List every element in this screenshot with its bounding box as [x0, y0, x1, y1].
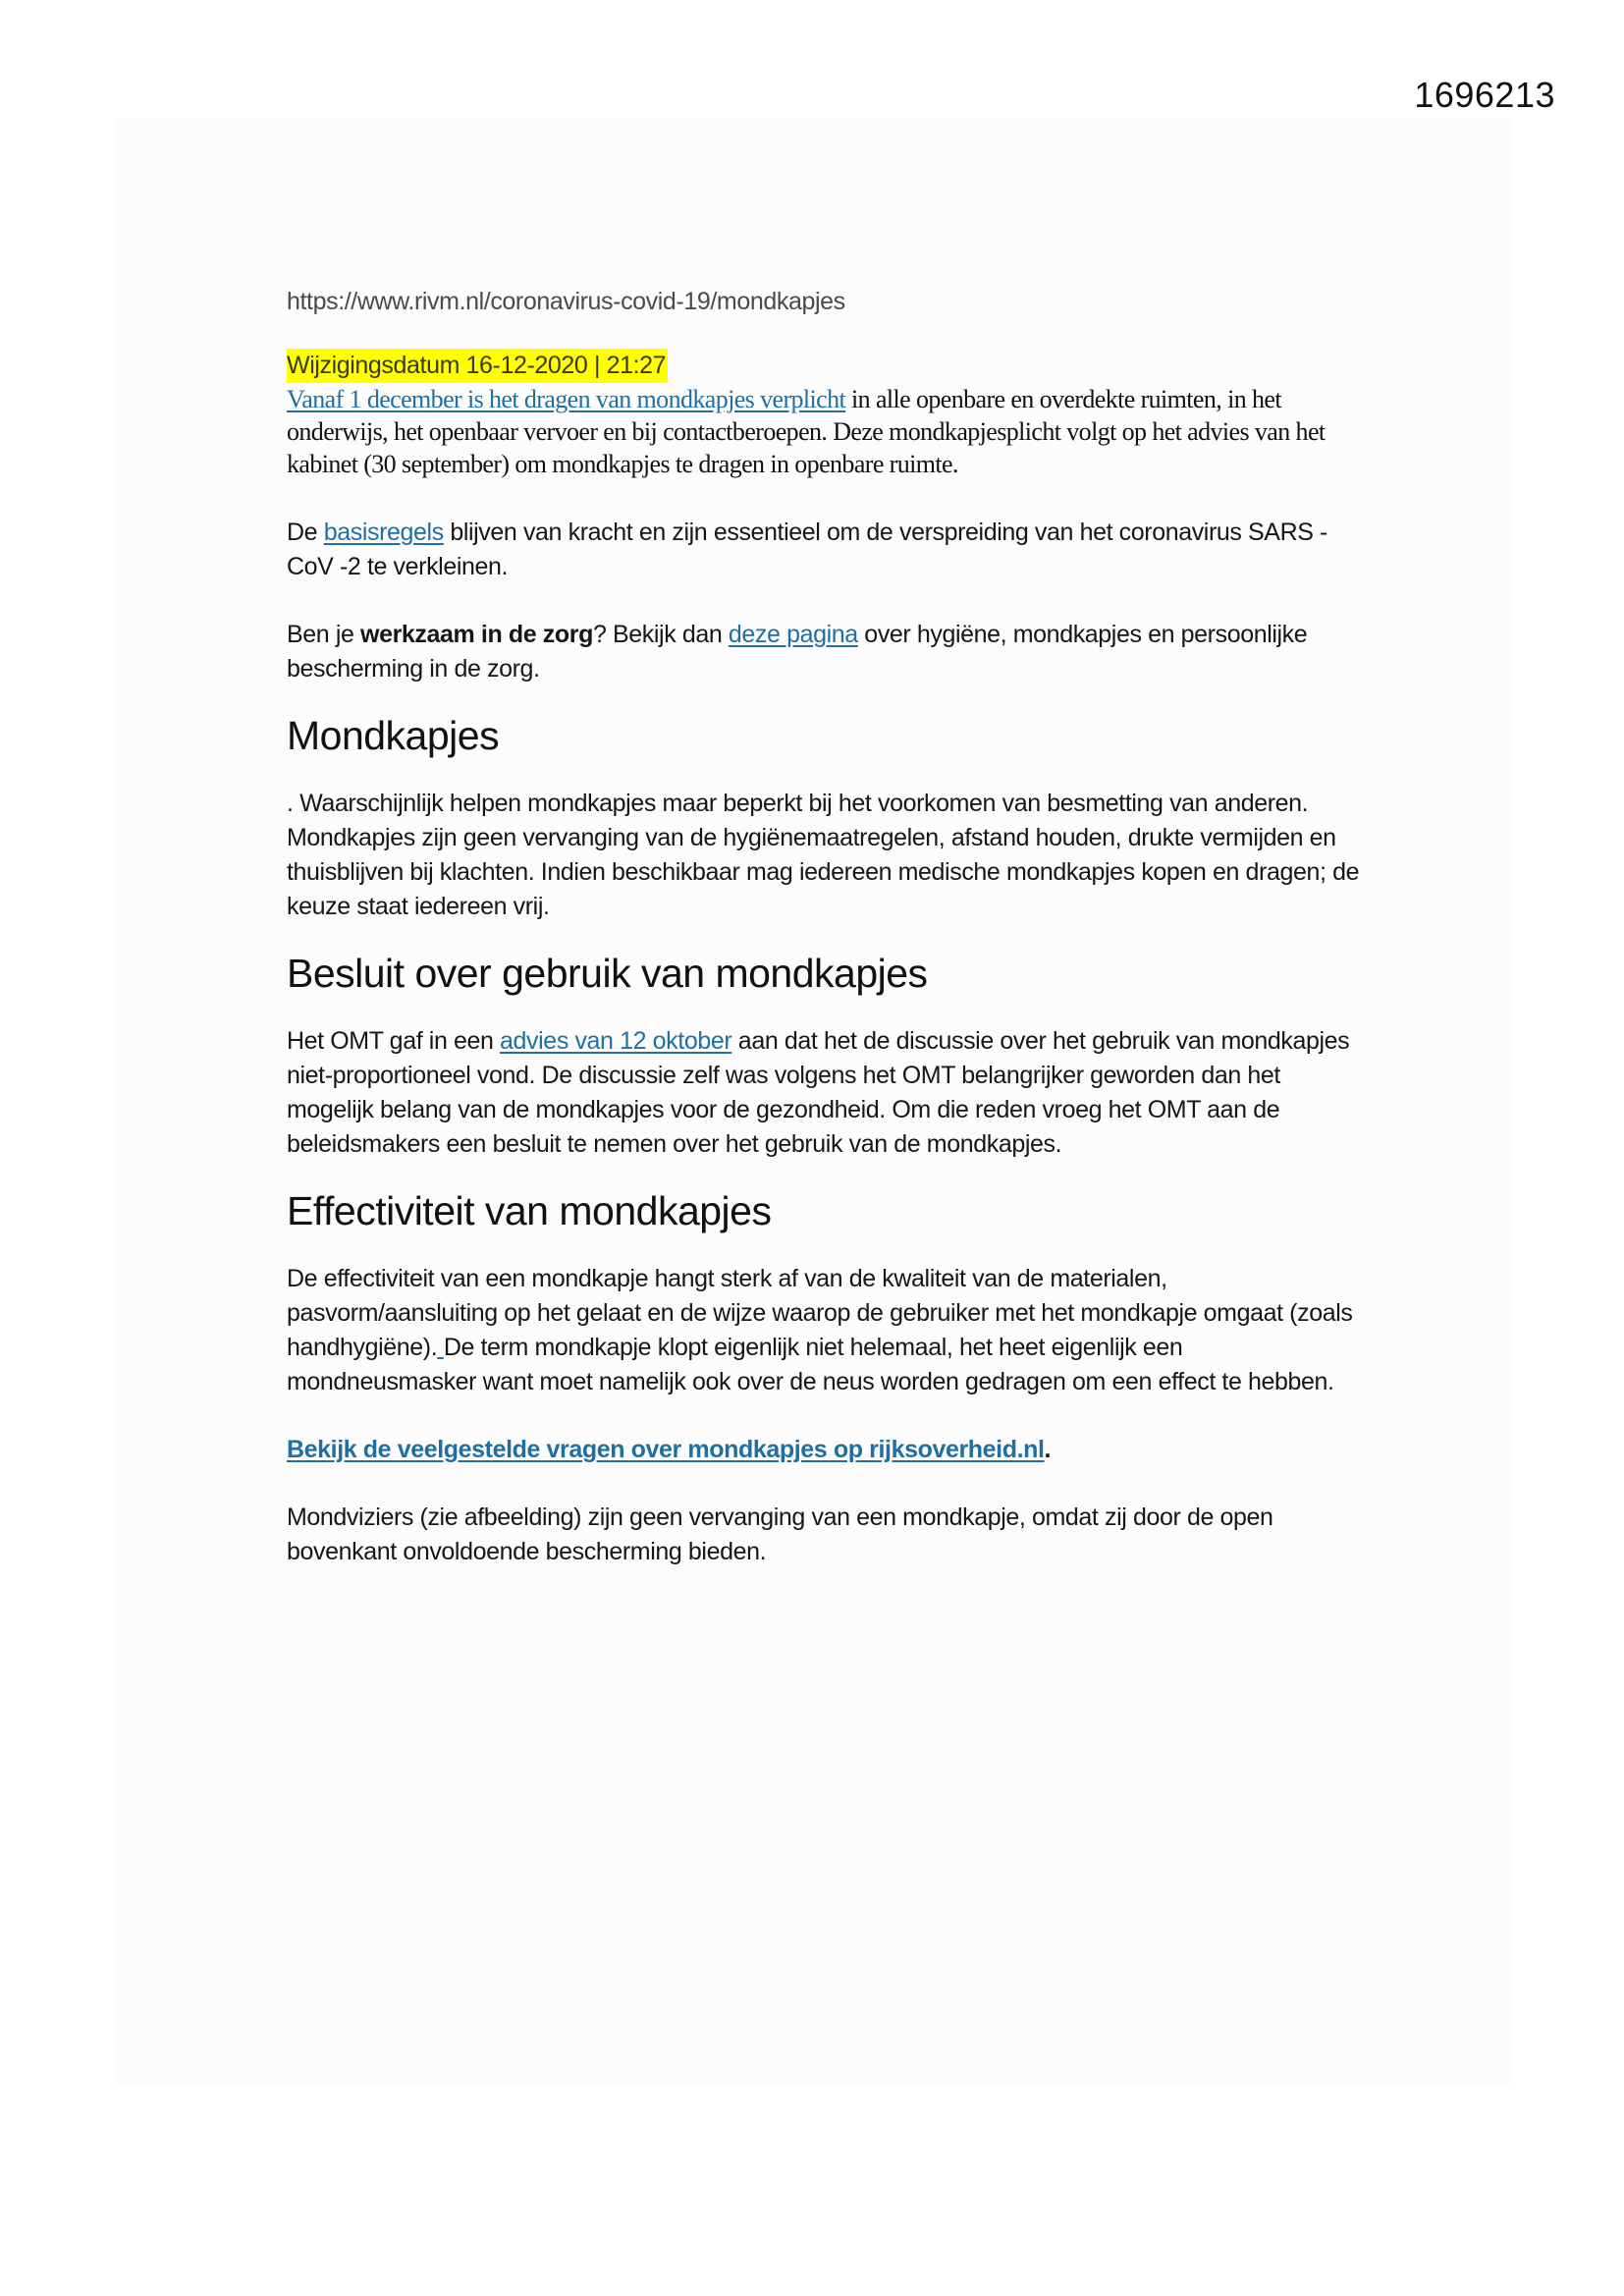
heading-effectiviteit: Effectiviteit van mondkapjes [287, 1188, 772, 1233]
zorg-middle: ? Bekijk dan [592, 621, 729, 648]
mondviziers-paragraph: Mondviziers (zie afbeelding) zijn geen vervanging van een mondkapje, omdat zij door de open bovenkant onvoldoende bescherming bieden. [287, 1503, 1273, 1565]
source-url: https://www.rivm.nl/coronavirus-covid-19/mondkapjes [287, 288, 845, 315]
advies-12-oktober-link[interactable]: advies van 12 oktober [500, 1027, 732, 1055]
basisregels-suffix: blijven van kracht en zijn essentieel om de verspreiding van het coronavirus SARS -CoV -2 te verkleinen. [287, 519, 1327, 580]
zorg-prefix: Ben je [287, 621, 361, 648]
zorg-bold: werkzaam in de zorg [360, 621, 593, 648]
besluit-paragraph [287, 1024, 1367, 1162]
faq-suffix: . [1044, 1436, 1052, 1463]
intro-paragraph [287, 383, 1367, 480]
effectiviteit-part2: De term mondkapje klopt eigenlijk niet helemaal, het heet eigenlijk een mondneusmasker want moet namelijk ook over de neus worden gedragen om een effect te hebben. [287, 1334, 1334, 1395]
heading-besluit: Besluit over gebruik van mondkapjes [287, 951, 928, 996]
besluit-suffix: aan dat het de discussie over het gebruik van mondkapjes niet-proportioneel vond. De discussie zelf was volgens het OMT belangrijker geworden dan het mogelijk belang van de mondkapjes voor de gezondheid. Om die reden vroeg het OMT aan de beleidsmakers een besluit te nemen over het gebruik van de mondkapjes. [287, 1027, 1350, 1158]
zorg-suffix: over hygiëne, mondkapjes en persoonlijke bescherming in de zorg. [287, 621, 1308, 683]
basisregels-link[interactable]: basisregels [323, 519, 444, 546]
faq-rijksoverheid-link[interactable]: Bekijk de veelgestelde vragen over mondkapjes op rijksoverheid.nl [287, 1436, 1045, 1463]
faq-paragraph [287, 1433, 1367, 1467]
document-id: 1696213 [1414, 75, 1555, 115]
modified-date-wrapper [287, 349, 1367, 383]
modified-date-highlight: Wijzigingsdatum 16-12-2020 | 21:27 [287, 349, 668, 383]
mondkapjes-paragraph: . Waarschijnlijk helpen mondkapjes maar beperkt bij het voorkomen van besmetting van anderen. Mondkapjes zijn geen vervanging van de hygiënemaatregelen, afstand houden, drukte vermijden en thuisblijven bij klachten. Indien beschikbaar mag iedereen medische mondkapjes kopen en dragen; de keuze staat iedereen vrij. [287, 790, 1360, 920]
deze-pagina-link[interactable]: deze pagina [728, 621, 858, 648]
zorg-paragraph [287, 618, 1367, 686]
intro-text: in alle openbare en overdekte ruimten, in het onderwijs, het openbaar vervoer en bij contactberoepen. Deze mondkapjesplicht volgt op het advies van het kabinet (30 september) om mondkapjes te dragen in openbare ruimte. [287, 385, 1326, 478]
basisregels-paragraph [287, 516, 1367, 584]
heading-mondkapjes: Mondkapjes [287, 713, 500, 758]
effectiviteit-part1: De effectiviteit van een mondkapje hangt sterk af van de kwaliteit van de materialen, pasvorm/aansluiting op het gelaat en de wijze waarop de gebruiker met het mondkapje omgaat (zoals handhygiëne). [287, 1265, 1353, 1361]
document-content [287, 285, 1367, 1603]
besluit-prefix: Het OMT gaf in een [287, 1027, 501, 1055]
mandatory-masks-link[interactable]: Vanaf 1 december is het dragen van mondkapjes verplicht [287, 385, 846, 413]
basisregels-prefix: De [287, 519, 324, 546]
effectiviteit-paragraph [287, 1262, 1367, 1399]
